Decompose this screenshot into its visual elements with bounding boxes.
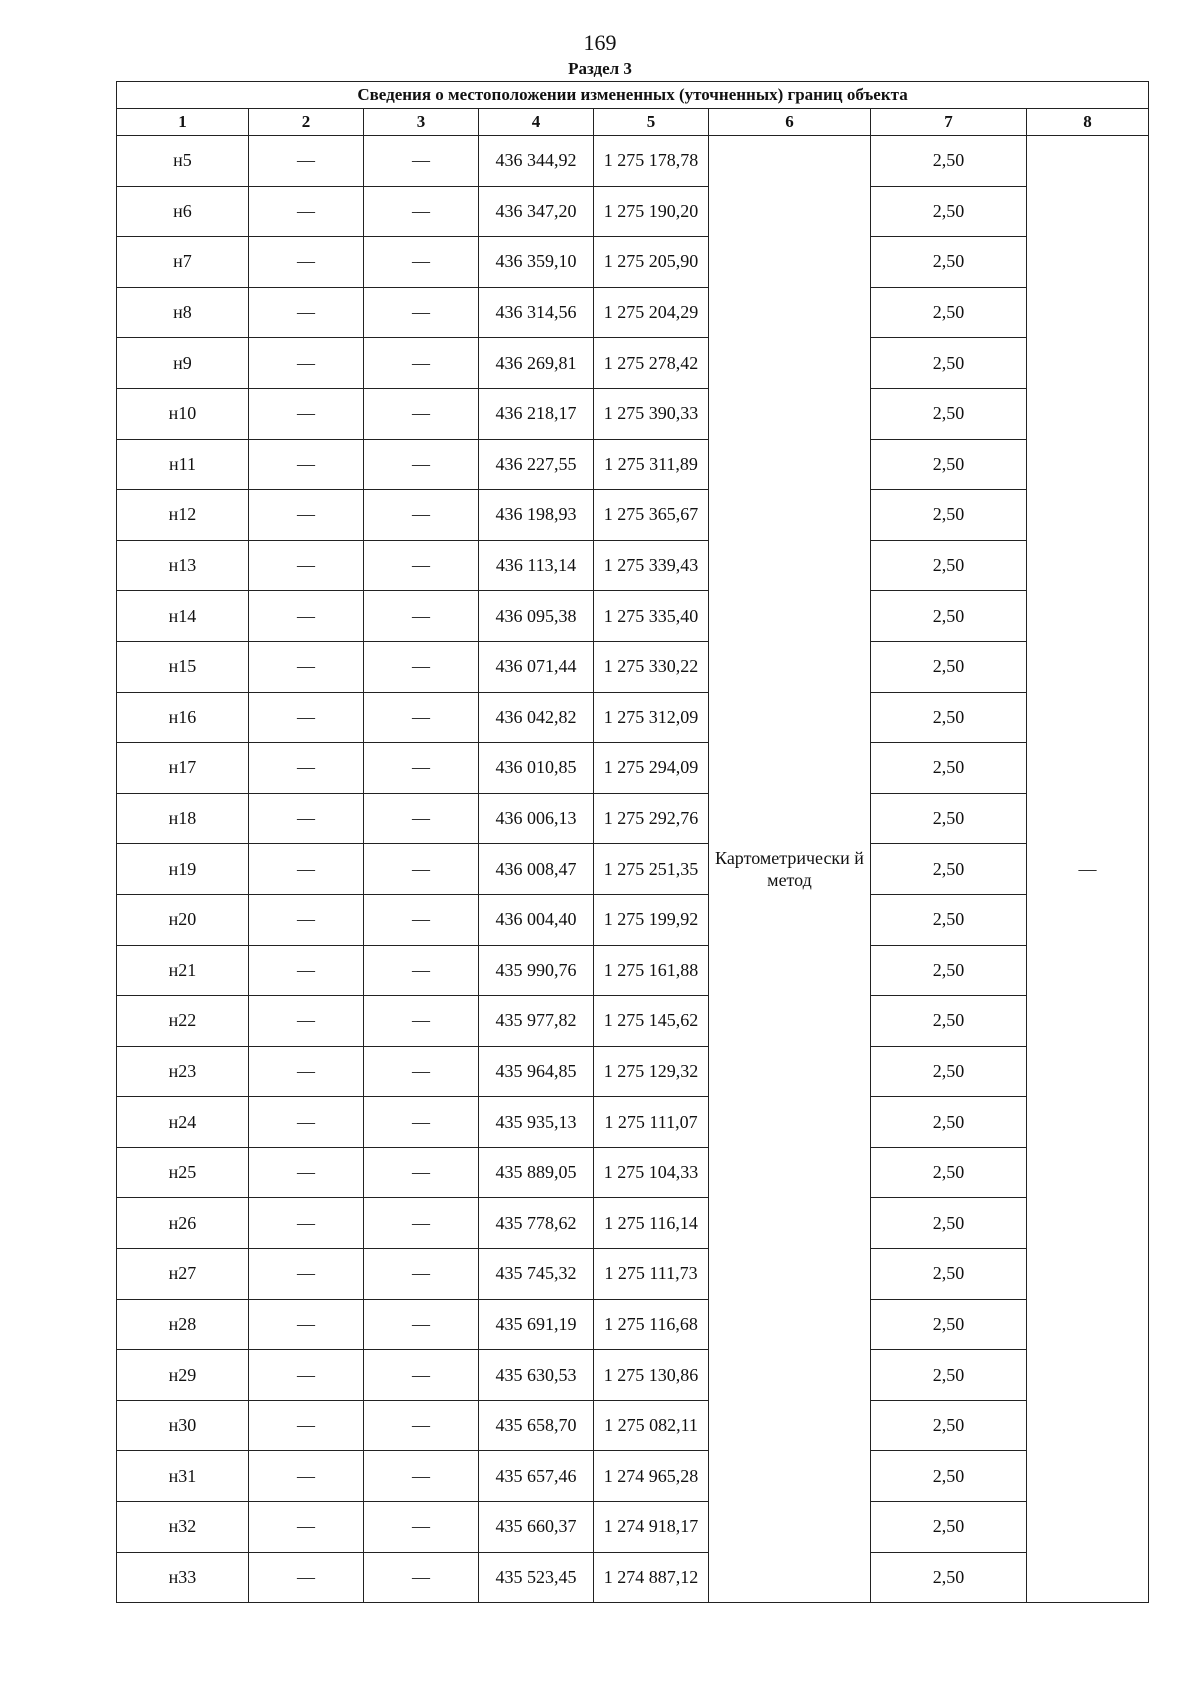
col3-cell: —	[364, 945, 479, 996]
col3-cell: —	[364, 540, 479, 591]
col3-cell: —	[364, 692, 479, 743]
table-row	[117, 996, 1149, 1047]
point-name-cell: н33	[117, 1552, 249, 1603]
x-coordinate-cell: 435 657,46	[479, 1451, 594, 1502]
col2-cell: —	[249, 439, 364, 490]
col3-cell: —	[364, 237, 479, 288]
col2-cell: —	[249, 1502, 364, 1553]
y-coordinate-cell: 1 275 278,42	[594, 338, 709, 389]
y-coordinate-cell: 1 275 116,68	[594, 1299, 709, 1350]
y-coordinate-cell: 1 275 335,40	[594, 591, 709, 642]
y-coordinate-cell: 1 275 111,73	[594, 1249, 709, 1300]
point-name-cell: н27	[117, 1249, 249, 1300]
page-number: 169	[583, 30, 617, 55]
table-row	[117, 692, 1149, 743]
point-name-cell: н6	[117, 186, 249, 237]
table-row	[117, 287, 1149, 338]
point-name-cell: н22	[117, 996, 249, 1047]
column-header-4: 4	[479, 109, 594, 136]
x-coordinate-cell: 435 745,32	[479, 1249, 594, 1300]
point-name-cell: н26	[117, 1198, 249, 1249]
table-row	[117, 793, 1149, 844]
y-coordinate-cell: 1 275 339,43	[594, 540, 709, 591]
x-coordinate-cell: 436 359,10	[479, 237, 594, 288]
x-coordinate-cell: 436 095,38	[479, 591, 594, 642]
y-coordinate-cell: 1 274 965,28	[594, 1451, 709, 1502]
col3-cell: —	[364, 793, 479, 844]
table-row	[117, 338, 1149, 389]
table-row	[117, 1502, 1149, 1553]
y-coordinate-cell: 1 275 365,67	[594, 490, 709, 541]
accuracy-cell: 2,50	[871, 793, 1027, 844]
column-header-row	[117, 109, 1149, 136]
column-header-6: 6	[709, 109, 871, 136]
col3-cell: —	[364, 1147, 479, 1198]
col3-cell: —	[364, 1299, 479, 1350]
point-name-cell: н20	[117, 894, 249, 945]
point-name-cell: н25	[117, 1147, 249, 1198]
x-coordinate-cell: 436 269,81	[479, 338, 594, 389]
point-name-cell: н31	[117, 1451, 249, 1502]
accuracy-cell: 2,50	[871, 287, 1027, 338]
y-coordinate-cell: 1 275 130,86	[594, 1350, 709, 1401]
accuracy-cell: 2,50	[871, 692, 1027, 743]
col2-cell: —	[249, 338, 364, 389]
x-coordinate-cell: 436 071,44	[479, 641, 594, 692]
accuracy-cell: 2,50	[871, 844, 1027, 895]
table-body	[117, 136, 1149, 1603]
col2-cell: —	[249, 1552, 364, 1603]
table-row	[117, 490, 1149, 541]
accuracy-cell: 2,50	[871, 591, 1027, 642]
y-coordinate-cell: 1 275 390,33	[594, 388, 709, 439]
col3-cell: —	[364, 1046, 479, 1097]
table-row	[117, 641, 1149, 692]
table-row	[117, 1451, 1149, 1502]
accuracy-cell: 2,50	[871, 641, 1027, 692]
table-row	[117, 1097, 1149, 1148]
boundary-table	[116, 81, 1149, 1603]
col3-cell: —	[364, 1552, 479, 1603]
accuracy-cell: 2,50	[871, 1147, 1027, 1198]
col3-cell: —	[364, 388, 479, 439]
col3-cell: —	[364, 439, 479, 490]
col2-cell: —	[249, 591, 364, 642]
col3-cell: —	[364, 1249, 479, 1300]
table-row	[117, 894, 1149, 945]
col2-cell: —	[249, 1147, 364, 1198]
column-header-5: 5	[594, 109, 709, 136]
accuracy-cell: 2,50	[871, 1198, 1027, 1249]
table-row	[117, 1198, 1149, 1249]
point-name-cell: н28	[117, 1299, 249, 1350]
y-coordinate-cell: 1 275 104,33	[594, 1147, 709, 1198]
x-coordinate-cell: 435 523,45	[479, 1552, 594, 1603]
col2-cell: —	[249, 1097, 364, 1148]
accuracy-cell: 2,50	[871, 894, 1027, 945]
col3-cell: —	[364, 996, 479, 1047]
point-name-cell: н5	[117, 136, 249, 187]
x-coordinate-cell: 435 691,19	[479, 1299, 594, 1350]
col2-cell: —	[249, 1198, 364, 1249]
column-header-1: 1	[117, 109, 249, 136]
col2-cell: —	[249, 287, 364, 338]
accuracy-cell: 2,50	[871, 237, 1027, 288]
point-name-cell: н23	[117, 1046, 249, 1097]
table-row	[117, 1046, 1149, 1097]
point-name-cell: н32	[117, 1502, 249, 1553]
y-coordinate-cell: 1 274 918,17	[594, 1502, 709, 1553]
col2-cell: —	[249, 743, 364, 794]
accuracy-cell: 2,50	[871, 1350, 1027, 1401]
y-coordinate-cell: 1 275 292,76	[594, 793, 709, 844]
section-title: Раздел 3	[568, 59, 632, 78]
x-coordinate-cell: 436 008,47	[479, 844, 594, 895]
table-row	[117, 388, 1149, 439]
table-row	[117, 743, 1149, 794]
col2-cell: —	[249, 996, 364, 1047]
col3-cell: —	[364, 844, 479, 895]
y-coordinate-cell: 1 275 204,29	[594, 287, 709, 338]
point-name-cell: н24	[117, 1097, 249, 1148]
x-coordinate-cell: 436 347,20	[479, 186, 594, 237]
col3-cell: —	[364, 1350, 479, 1401]
table-caption: Сведения о местоположении измененных (уточненных) границ объекта	[117, 82, 1149, 109]
table-row	[117, 186, 1149, 237]
x-coordinate-cell: 436 006,13	[479, 793, 594, 844]
y-coordinate-cell: 1 275 111,07	[594, 1097, 709, 1148]
x-coordinate-cell: 435 977,82	[479, 996, 594, 1047]
table-row	[117, 1299, 1149, 1350]
table-row	[117, 237, 1149, 288]
col2-cell: —	[249, 540, 364, 591]
accuracy-cell: 2,50	[871, 1552, 1027, 1603]
column-header-8: 8	[1027, 109, 1149, 136]
table-row	[117, 1552, 1149, 1603]
point-name-cell: н19	[117, 844, 249, 895]
col3-cell: —	[364, 1400, 479, 1451]
col3-cell: —	[364, 1097, 479, 1148]
y-coordinate-cell: 1 275 129,32	[594, 1046, 709, 1097]
accuracy-cell: 2,50	[871, 1451, 1027, 1502]
x-coordinate-cell: 436 113,14	[479, 540, 594, 591]
x-coordinate-cell: 436 227,55	[479, 439, 594, 490]
col2-cell: —	[249, 844, 364, 895]
point-name-cell: н7	[117, 237, 249, 288]
col2-cell: —	[249, 692, 364, 743]
point-name-cell: н30	[117, 1400, 249, 1451]
x-coordinate-cell: 435 990,76	[479, 945, 594, 996]
x-coordinate-cell: 436 004,40	[479, 894, 594, 945]
accuracy-cell: 2,50	[871, 1046, 1027, 1097]
x-coordinate-cell: 435 778,62	[479, 1198, 594, 1249]
point-name-cell: н11	[117, 439, 249, 490]
col2-cell: —	[249, 1350, 364, 1401]
point-name-cell: н17	[117, 743, 249, 794]
column-header-7: 7	[871, 109, 1027, 136]
accuracy-cell: 2,50	[871, 743, 1027, 794]
y-coordinate-cell: 1 275 330,22	[594, 641, 709, 692]
col2-cell: —	[249, 136, 364, 187]
x-coordinate-cell: 435 660,37	[479, 1502, 594, 1553]
table-row	[117, 1147, 1149, 1198]
col2-cell: —	[249, 1299, 364, 1350]
x-coordinate-cell: 435 630,53	[479, 1350, 594, 1401]
col2-cell: —	[249, 186, 364, 237]
accuracy-cell: 2,50	[871, 1502, 1027, 1553]
col3-cell: —	[364, 1451, 479, 1502]
x-coordinate-cell: 435 935,13	[479, 1097, 594, 1148]
method-cell: Картометрически й метод	[709, 136, 871, 1603]
col8-cell: —	[1027, 136, 1149, 1603]
table-row	[117, 1249, 1149, 1300]
point-name-cell: н21	[117, 945, 249, 996]
y-coordinate-cell: 1 275 251,35	[594, 844, 709, 895]
col3-cell: —	[364, 287, 479, 338]
col2-cell: —	[249, 894, 364, 945]
y-coordinate-cell: 1 275 082,11	[594, 1400, 709, 1451]
point-name-cell: н18	[117, 793, 249, 844]
col2-cell: —	[249, 490, 364, 541]
col3-cell: —	[364, 338, 479, 389]
table-row	[117, 945, 1149, 996]
col3-cell: —	[364, 490, 479, 541]
x-coordinate-cell: 436 198,93	[479, 490, 594, 541]
y-coordinate-cell: 1 275 178,78	[594, 136, 709, 187]
y-coordinate-cell: 1 275 199,92	[594, 894, 709, 945]
table-row	[117, 591, 1149, 642]
col2-cell: —	[249, 237, 364, 288]
accuracy-cell: 2,50	[871, 1400, 1027, 1451]
accuracy-cell: 2,50	[871, 338, 1027, 389]
x-coordinate-cell: 436 010,85	[479, 743, 594, 794]
col3-cell: —	[364, 894, 479, 945]
table-row	[117, 439, 1149, 490]
col3-cell: —	[364, 136, 479, 187]
point-name-cell: н13	[117, 540, 249, 591]
table-row	[117, 1350, 1149, 1401]
y-coordinate-cell: 1 275 205,90	[594, 237, 709, 288]
y-coordinate-cell: 1 275 145,62	[594, 996, 709, 1047]
accuracy-cell: 2,50	[871, 439, 1027, 490]
y-coordinate-cell: 1 275 294,09	[594, 743, 709, 794]
col3-cell: —	[364, 641, 479, 692]
y-coordinate-cell: 1 275 190,20	[594, 186, 709, 237]
accuracy-cell: 2,50	[871, 1299, 1027, 1350]
accuracy-cell: 2,50	[871, 996, 1027, 1047]
point-name-cell: н29	[117, 1350, 249, 1401]
x-coordinate-cell: 435 964,85	[479, 1046, 594, 1097]
col2-cell: —	[249, 1400, 364, 1451]
y-coordinate-cell: 1 275 161,88	[594, 945, 709, 996]
col3-cell: —	[364, 1502, 479, 1553]
point-name-cell: н15	[117, 641, 249, 692]
accuracy-cell: 2,50	[871, 136, 1027, 187]
x-coordinate-cell: 436 218,17	[479, 388, 594, 439]
x-coordinate-cell: 435 658,70	[479, 1400, 594, 1451]
x-coordinate-cell: 436 314,56	[479, 287, 594, 338]
column-header-2: 2	[249, 109, 364, 136]
table-row	[117, 844, 1149, 895]
col3-cell: —	[364, 591, 479, 642]
col2-cell: —	[249, 793, 364, 844]
accuracy-cell: 2,50	[871, 945, 1027, 996]
col2-cell: —	[249, 388, 364, 439]
accuracy-cell: 2,50	[871, 490, 1027, 541]
y-coordinate-cell: 1 275 312,09	[594, 692, 709, 743]
point-name-cell: н9	[117, 338, 249, 389]
x-coordinate-cell: 435 889,05	[479, 1147, 594, 1198]
accuracy-cell: 2,50	[871, 1097, 1027, 1148]
table-row	[117, 136, 1149, 187]
col3-cell: —	[364, 186, 479, 237]
col2-cell: —	[249, 1451, 364, 1502]
col2-cell: —	[249, 641, 364, 692]
y-coordinate-cell: 1 275 311,89	[594, 439, 709, 490]
y-coordinate-cell: 1 274 887,12	[594, 1552, 709, 1603]
point-name-cell: н12	[117, 490, 249, 541]
accuracy-cell: 2,50	[871, 1249, 1027, 1300]
x-coordinate-cell: 436 344,92	[479, 136, 594, 187]
col3-cell: —	[364, 1198, 479, 1249]
col2-cell: —	[249, 1046, 364, 1097]
col2-cell: —	[249, 945, 364, 996]
accuracy-cell: 2,50	[871, 388, 1027, 439]
point-name-cell: н16	[117, 692, 249, 743]
table-row	[117, 1400, 1149, 1451]
x-coordinate-cell: 436 042,82	[479, 692, 594, 743]
y-coordinate-cell: 1 275 116,14	[594, 1198, 709, 1249]
col2-cell: —	[249, 1249, 364, 1300]
point-name-cell: н10	[117, 388, 249, 439]
point-name-cell: н14	[117, 591, 249, 642]
col3-cell: —	[364, 743, 479, 794]
column-header-3: 3	[364, 109, 479, 136]
table-row	[117, 540, 1149, 591]
point-name-cell: н8	[117, 287, 249, 338]
accuracy-cell: 2,50	[871, 186, 1027, 237]
accuracy-cell: 2,50	[871, 540, 1027, 591]
